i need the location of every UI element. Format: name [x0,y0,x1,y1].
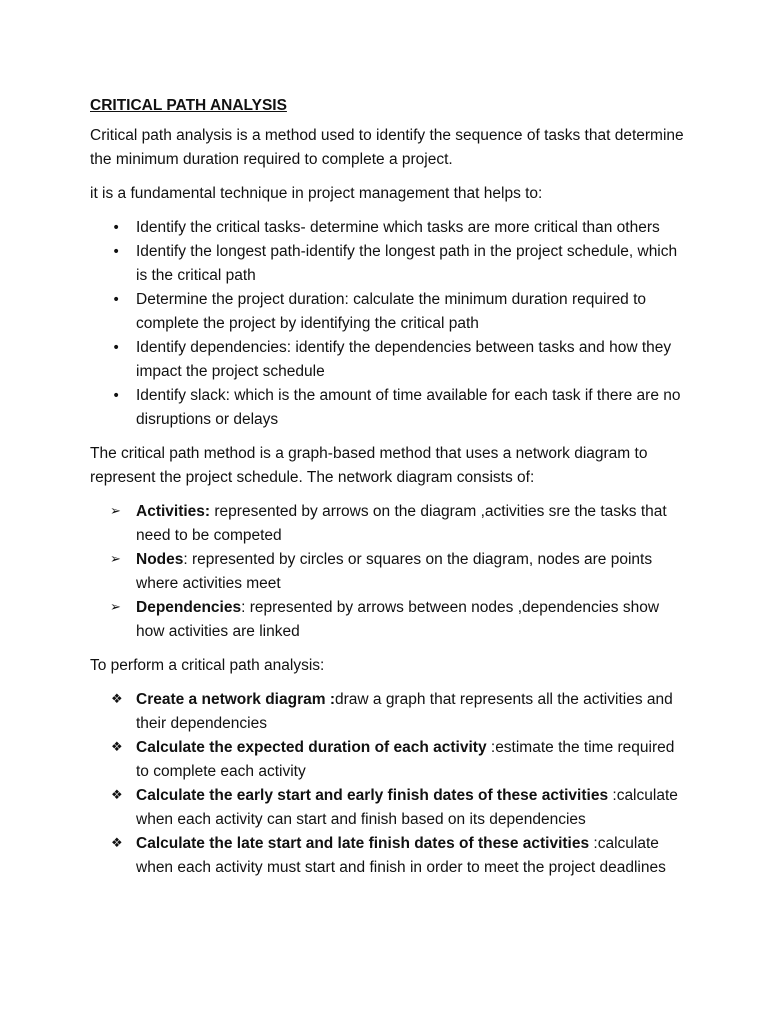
intro-paragraph: Critical path analysis is a method used to identify the sequence of tasks that determine the minimum duration required to complete a project. [90,127,684,168]
list-item-text: represented by arrows on the diagram ,activities sre the tasks that need to be competed [136,503,667,544]
list-item [90,548,690,596]
list-item-term: Create a network diagram : [136,691,335,708]
list-item [90,288,690,336]
list-item-text: : represented by arrows between nodes ,dependencies show how activities are linked [136,599,660,640]
lead-paragraph: it is a fundamental technique in project management that helps to: [90,185,543,202]
document-body [90,94,690,890]
list-item-text: :estimate the time required to complete each activity [136,739,675,780]
list-item [90,736,690,784]
arrow-bullet-icon: ➢ [110,552,121,567]
list-item-term: Nodes [136,551,184,568]
list-item-term: Calculate the late start and late finish dates of these activities [136,835,590,852]
arrow-bullet-icon: ➢ [110,600,121,615]
diamond-bullet-icon: ❖ [111,692,123,707]
diamond-bullet-icon: ❖ [111,836,123,851]
method-paragraph: The critical path method is a graph-based method that uses a network diagram to represent the project schedule. The network diagram consists of: [90,445,648,486]
bullet-icon: • [112,292,121,308]
list-item [90,784,690,832]
list-item [90,832,690,880]
components-list [90,500,690,644]
page-title: CRITICAL PATH ANALYSIS [90,97,287,114]
steps-list [90,688,690,880]
list-item-term: Dependencies [136,599,242,616]
diamond-bullet-icon: ❖ [111,740,123,755]
arrow-bullet-icon: ➢ [110,504,121,519]
benefits-list [90,216,690,432]
list-item-term: Calculate the expected duration of each activity [136,739,487,756]
list-item-text: Determine the project duration: calculate the minimum duration required to complete the project by identifying the critical path [136,291,647,332]
bullet-icon: • [112,340,121,356]
list-item [90,216,690,240]
diamond-bullet-icon: ❖ [111,788,123,803]
list-item-text: Identify dependencies: identify the dependencies between tasks and how they impact the project schedule [136,339,672,380]
list-item-text: draw a graph that represents all the activities and their dependencies [136,691,673,732]
list-item-text: Identify the critical tasks- determine which tasks are more critical than others [136,219,660,236]
list-item [90,596,690,644]
bullet-icon: • [112,388,121,404]
list-item-text: :calculate when each activity can start and finish based on its dependencies [136,787,678,828]
list-item [90,384,690,432]
list-item-text: Identify slack: which is the amount of time available for each task if there are no disruptions or delays [136,387,681,428]
list-item [90,500,690,548]
list-item [90,240,690,288]
list-item [90,336,690,384]
list-item [90,688,690,736]
list-item-term: Activities: [136,503,211,520]
list-item-text: : represented by circles or squares on the diagram, nodes are points where activities meet [136,551,653,592]
steps-intro-paragraph: To perform a critical path analysis: [90,657,325,674]
bullet-icon: • [112,220,121,236]
bullet-icon: • [112,244,121,260]
list-item-text: Identify the longest path-identify the longest path in the project schedule, which is the critical path [136,243,678,284]
list-item-term: Calculate the early start and early finish dates of these activities [136,787,609,804]
list-item-text: :calculate when each activity must start and finish in order to meet the project deadlines [136,835,666,876]
